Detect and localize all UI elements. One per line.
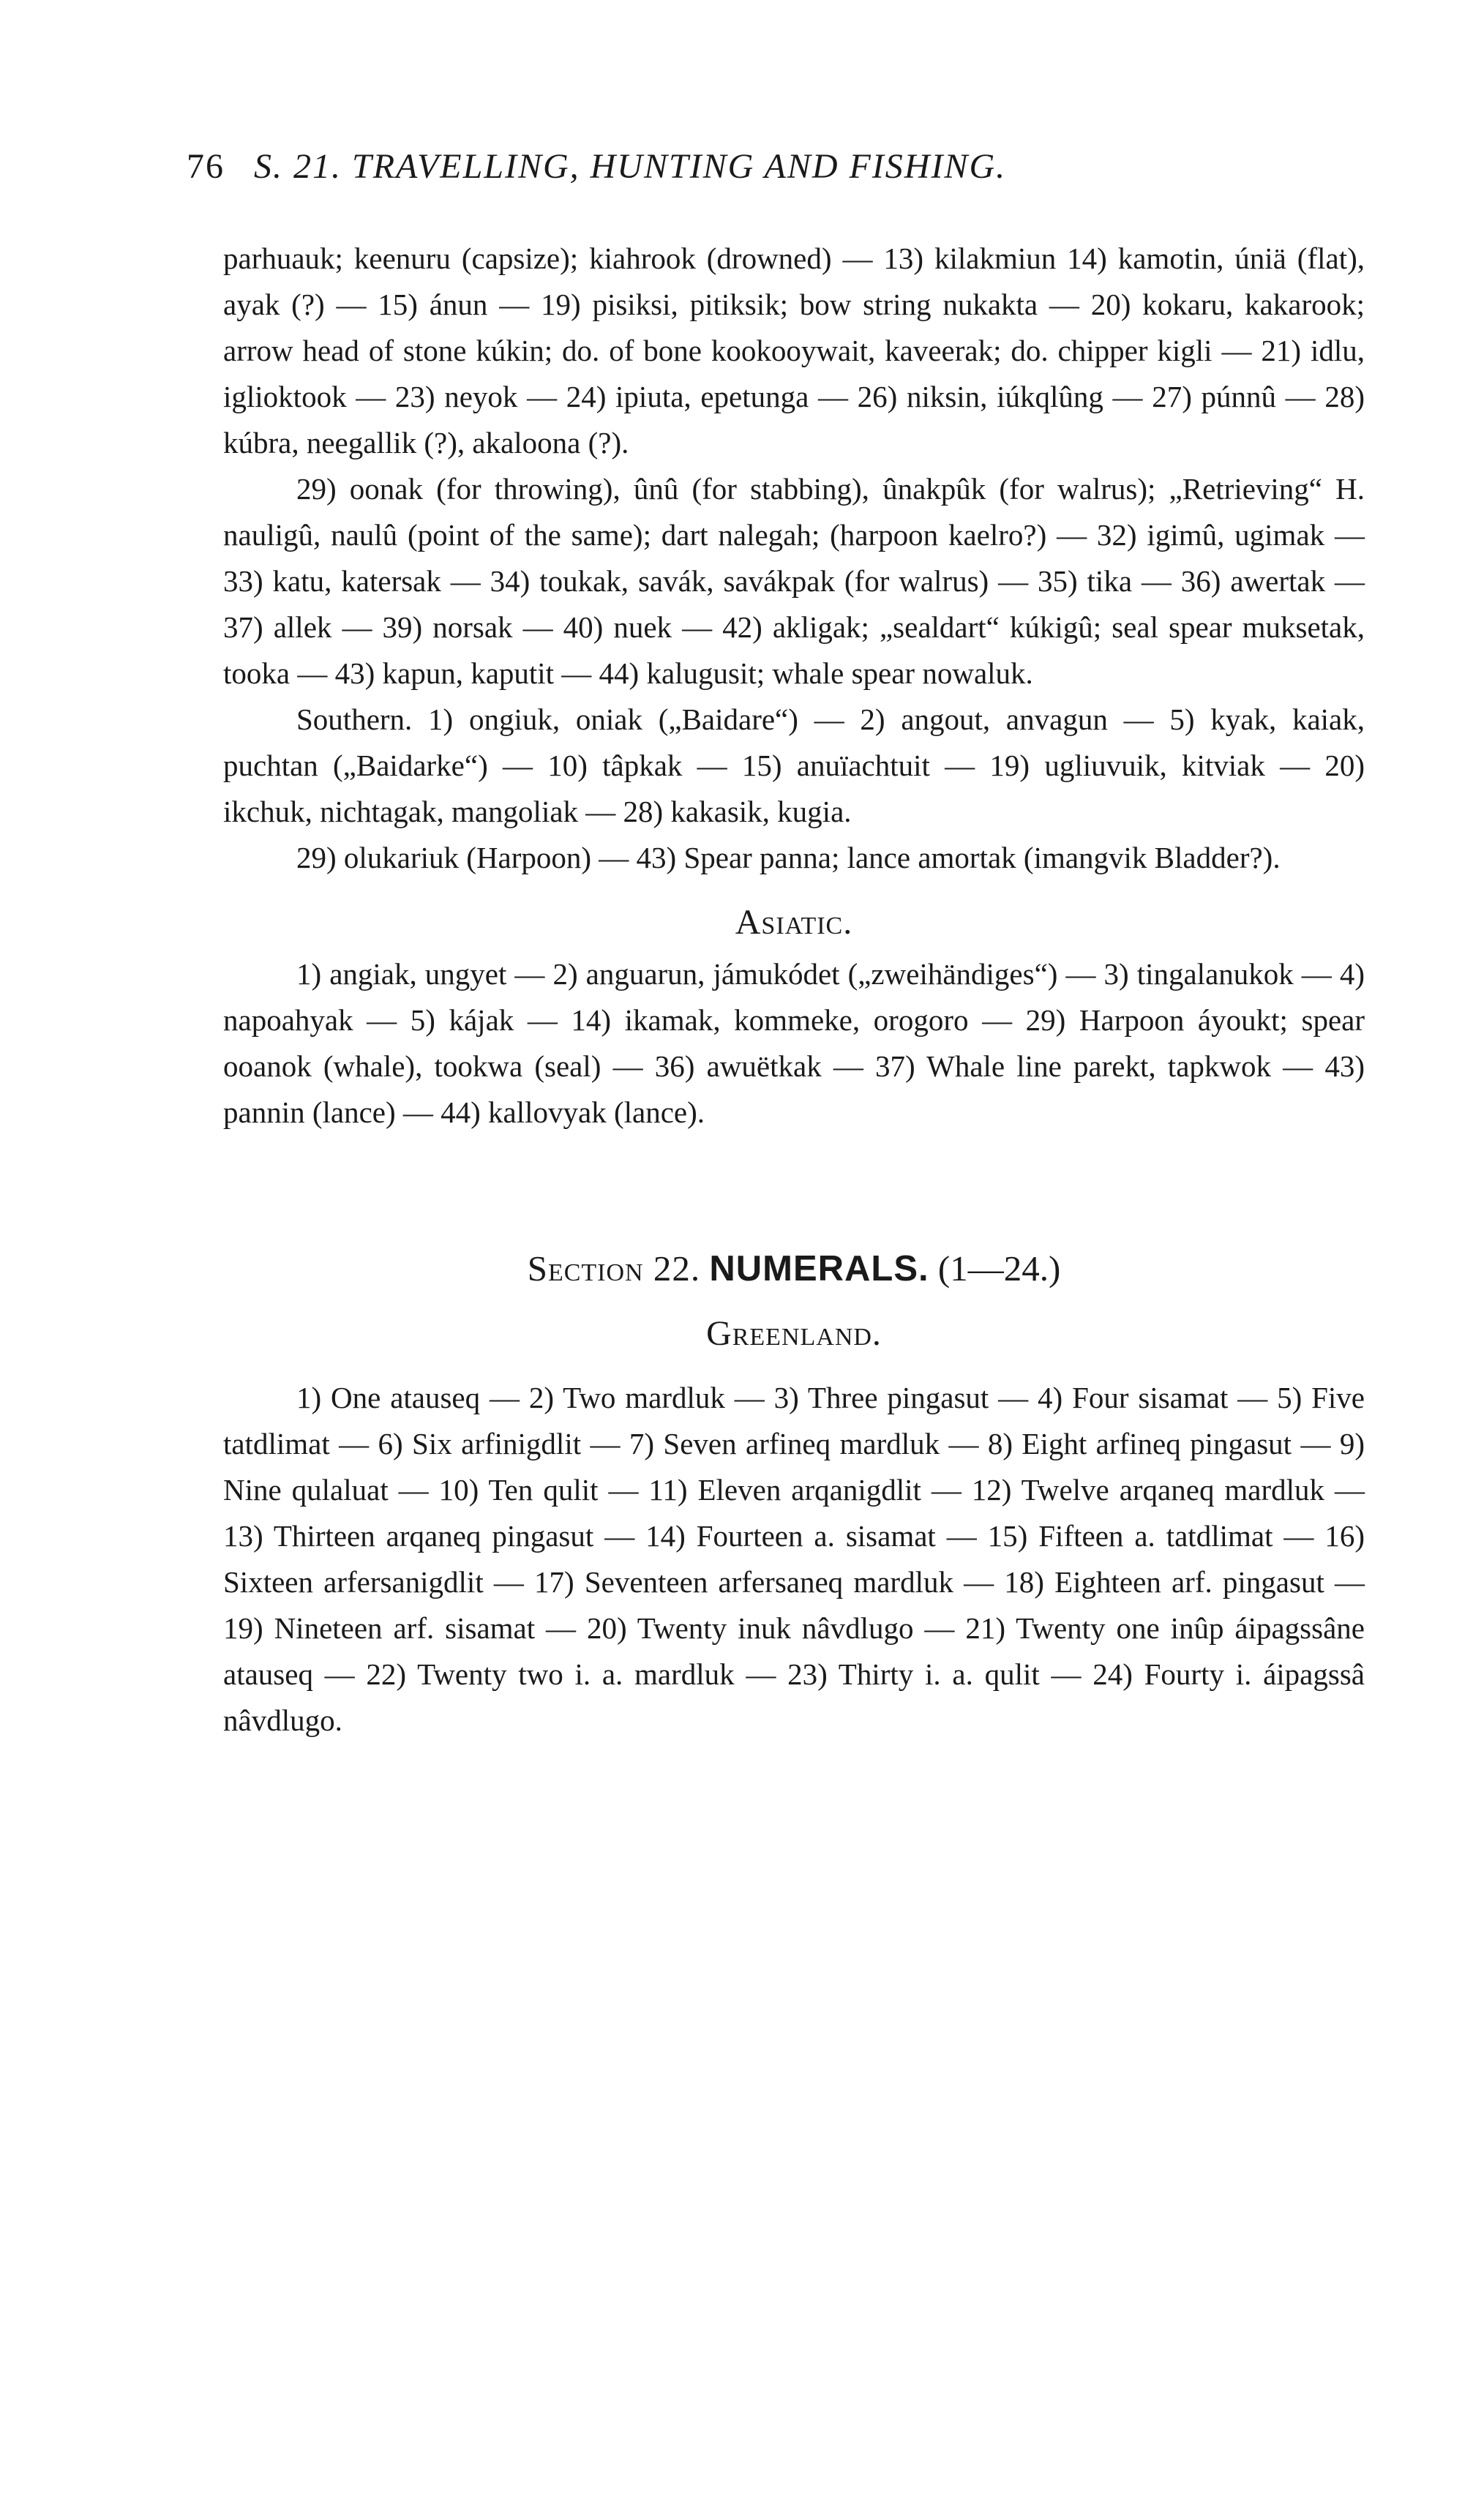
- paragraph-greenland-numerals: 1) One atauseq — 2) Two mardluk — 3) Three pingasut — 4) Four sisamat — 5) Five tatdlimat — 6) Six arfinigdlit — 7) Seven arfineq mardluk — 8) Eight arfineq pingasut — 9) Nine qulaluat — 10) Ten qulit — 11) Eleven arqanigdlit — 12) Twelve arqaneq mardluk — 13) Thirteen arqaneq pingasut — 14) Fourteen a. sisamat — 15) Fifteen a. tatdlimat — 16) Sixteen arfersanigdlit — 17) Seventeen arfersaneq mardluk — 18) Eighteen arf. pingasut — 19) Nineteen arf. sisamat — 20) Twenty inuk nâvdlugo — 21) Twenty one inûp áipagssâne atauseq — 22) Twenty two i. a. mardluk — 23) Thirty i. a. qulit — 24) Fourty i. áipagssâ nâvdlugo.: [223, 1381, 1365, 1737]
- paragraph-asiatic: 1) angiak, ungyet — 2) anguarun, jámukódet („zweihändiges“) — 3) tingalanukok — 4) napoahyak — 5) kájak — 14) ikamak, kommeke, orogoro — 29) Harpoon áyoukt; spear ooanok (whale), tookwa (seal) — 36) awuëtkak — 37) Whale line parekt, tapkwok — 43) pannin (lance) — 44) kallovyak (lance).: [223, 957, 1365, 1129]
- page-number: 76: [187, 147, 225, 186]
- paragraph-western-weapons: 29) oonak (for throwing), ûnû (for stabbing), ûnakpûk (for walrus); „Retrieving“ H. nauligû, naulû (point of the same); dart nalegah; (harpoon kaelro?) — 32) igimû, ugimak — 33) katu, katersak — 34) toukak, savák, savákpak (for walrus) — 35) tika — 36) awertak — 37) allek — 39) norsak — 40) nuek — 42) akligak; „sealdart“ kúkigû; seal spear muksetak, tooka — 43) kapun, kaputit — 44) kalugusit; whale spear nowaluk.: [223, 472, 1365, 690]
- section-prefix: Section 22.: [527, 1248, 701, 1289]
- paragraph-southern-harpoon: 29) olukariuk (Harpoon) — 43) Spear panna; lance amortak (imangvik Bladder?).: [296, 841, 1281, 874]
- section-heading: [223, 1245, 1365, 1292]
- greenland-heading: Greenland.: [706, 1314, 882, 1353]
- section-title: NUMERALS.: [709, 1249, 929, 1289]
- running-title: S. 21. TRAVELLING, HUNTING AND FISHING.: [254, 147, 1007, 186]
- page-body: [223, 236, 1365, 1744]
- running-header: [187, 146, 1357, 187]
- section-range: (1—24.): [937, 1248, 1061, 1289]
- asiatic-heading: Asiatic.: [735, 903, 853, 942]
- paragraph-southern: Southern. 1) ongiuk, oniak („Baidare“) — 2) angout, anvagun — 5) kyak, kaiak, puchtan („Baidarke“) — 10) tâpkak — 15) anuïachtuit — 19) ugliuvuik, kitviak — 20) ikchuk, nichtagak, mangoliak — 28) kakasik, kugia.: [223, 702, 1365, 828]
- paragraph-western-continued: parhuauk; keenuru (capsize); kiahrook (drowned) — 13) kilakmiun 14) kamotin, úniä (flat), ayak (?) — 15) ánun — 19) pisiksi, pitiksik; bow string nukakta — 20) kokaru, kakarook; arrow head of stone kúkin; do. of bone kookooywait, kaveerak; do. chipper kigli — 21) idlu, iglioktook — 23) neyok — 24) ipiuta, epetunga — 26) niksin, iúkqlûng — 27) púnnû — 28) kúbra, neegallik (?), akaloona (?).: [223, 241, 1365, 460]
